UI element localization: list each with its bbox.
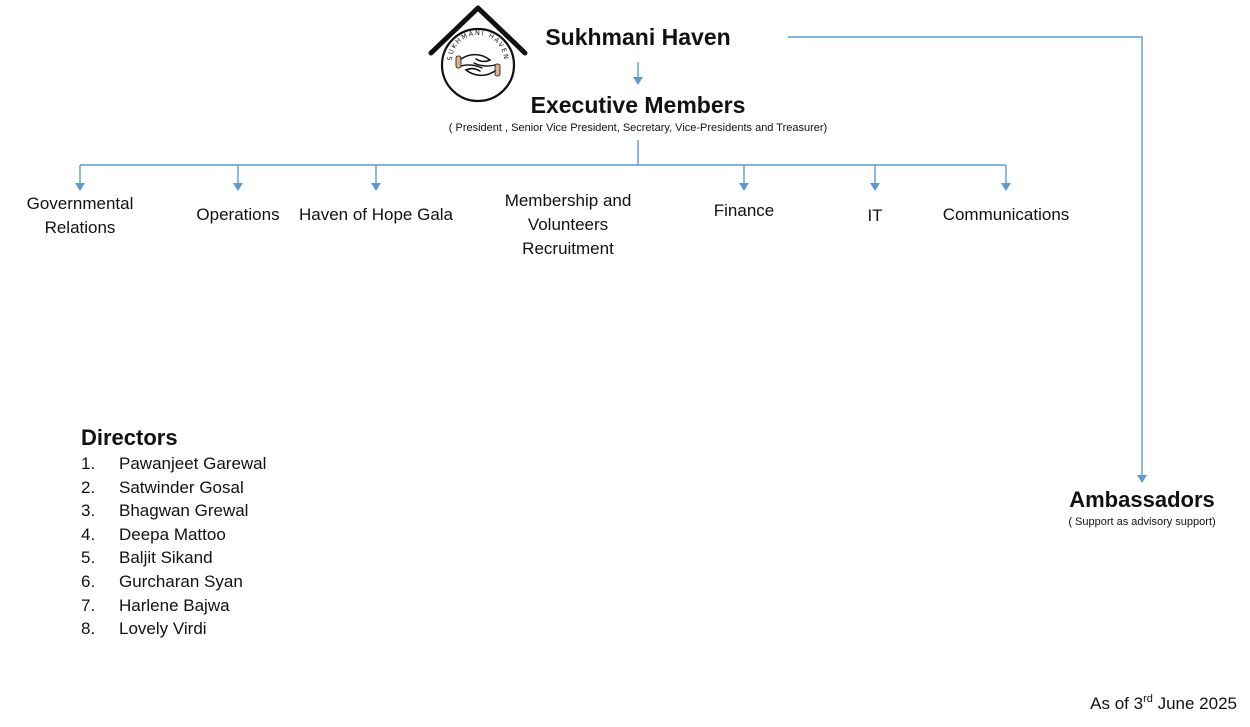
directors-title: Directors xyxy=(81,425,178,450)
as-of-date: As of 3rd June 2025 xyxy=(1090,693,1237,713)
dept-governmental-relations: Governmental Relations xyxy=(26,194,134,237)
director-item: 7. Harlene Bajwa xyxy=(81,595,230,615)
arrowhead-finance xyxy=(739,183,749,191)
director-item: 3. Bhagwan Grewal xyxy=(81,501,249,521)
arrowhead-gala xyxy=(371,183,381,191)
logo-ring-text: SUKHMANI HAVEN xyxy=(445,28,511,61)
sukhmani-haven-logo xyxy=(426,4,530,104)
executive-members-title: Executive Members xyxy=(530,92,746,118)
dept-haven-of-hope-gala: Haven of Hope Gala xyxy=(298,205,454,224)
director-item: 6. Gurcharan Syan xyxy=(81,571,243,591)
ambassadors-title: Ambassadors xyxy=(1069,487,1215,512)
director-item: 2. Satwinder Gosal xyxy=(81,477,244,497)
director-item: 5. Baljit Sikand xyxy=(81,548,213,568)
arrowhead-operations xyxy=(233,183,243,191)
arrowhead-communications xyxy=(1001,183,1011,191)
arrowhead-governmental xyxy=(75,183,85,191)
director-item: 1. Pawanjeet Garewal xyxy=(81,454,267,473)
arrowhead-it xyxy=(870,183,880,191)
arrowhead-ambassadors xyxy=(1137,475,1147,483)
director-item: 4. Deepa Mattoo xyxy=(81,524,226,544)
dept-finance: Finance xyxy=(713,201,775,220)
dept-communications: Communications xyxy=(942,205,1070,224)
dept-membership-volunteers-recruitment: Membership and Volunteers Recruitment xyxy=(504,191,632,258)
dept-it: IT xyxy=(867,206,883,225)
ambassadors-subtitle: ( Support as advisory support) xyxy=(1068,516,1216,528)
executive-members-subtitle: ( President , Senior Vice President, Secretary, Vice-Presidents and Treasurer) xyxy=(448,122,828,134)
dept-operations: Operations xyxy=(196,205,280,224)
director-item: 8. Lovely Virdi xyxy=(81,619,207,639)
directors-list xyxy=(81,452,266,641)
arrowhead-executive xyxy=(633,77,643,85)
connector-title-ambassadors xyxy=(788,37,1142,478)
organization-title: Sukhmani Haven xyxy=(545,24,731,50)
